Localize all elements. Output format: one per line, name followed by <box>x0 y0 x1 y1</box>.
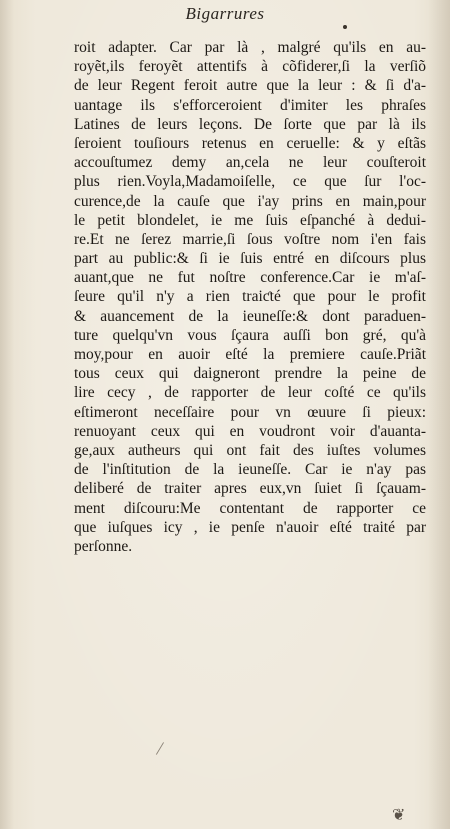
fleuron-ornament-icon: ❦ <box>392 807 406 824</box>
text-line: perſonne. <box>74 537 133 555</box>
text-line: ment diſcouru:Me contentant de rapporter ce <box>74 499 426 517</box>
gutter-shadow <box>0 0 14 829</box>
text-line: renuoyant ceux qui en voudront voir d'auanta- <box>74 422 426 440</box>
text-line: tous ceux qui daigneront prendre la peine de <box>74 365 426 383</box>
text-line: Latines de leurs leçons. De ſorte que par là ils <box>74 115 426 133</box>
page-edge-shadow <box>428 0 450 829</box>
running-head: Bigarrures <box>185 4 265 23</box>
text-line: part au public:& ſi ie ſuis entré en diſcours plus <box>74 250 426 268</box>
text-line: ſeroient touſiours retenus en ceruelle: & y eſtãs <box>74 134 426 152</box>
text-line: ture quelqu'vn vous ſçaura auſſi bon gré, qu'à <box>74 326 426 344</box>
text-line: deliberé de traiter apres eux,vn ſuiet ſi ſçauam- <box>74 480 426 498</box>
text-line: lire cecy , de rapporter de leur coſté ce qu'ils <box>74 384 426 402</box>
ink-slash-mark: / <box>154 737 165 761</box>
text-line: de leur Regent feroit autre que la leur : & ſi d'a- <box>74 77 426 95</box>
text-line: accouſtumez demy an,cela ne leur couſteroit <box>74 154 426 172</box>
text-line: uantage ils s'efforceroient d'imiter les phraſes <box>74 96 426 114</box>
text-line: moy,pour en auoir eſté la premiere cauſe.Priãt <box>74 346 426 363</box>
text-line: ſeure qu'il n'y a rien traiƈté que pour le profit <box>74 288 426 306</box>
text-line: royẽt,ils feroyẽt attentifs à cõfiderer,ſi la verſiõ <box>74 58 426 76</box>
text-line: ge,aux autheurs qui ont fait des iuſtes volumes <box>74 441 426 459</box>
text-line: & auancement de la ieuneſſe:& dont paraduen- <box>74 307 426 325</box>
text-line: roit adapter. Car par là , malgré qu'ils en au- <box>74 39 426 56</box>
text-line: de l'inſtitution de la ieuneſſe. Car ie n'ay pas <box>74 461 426 479</box>
text-line: curence,de la cauſe que i'ay prins en main,pour <box>74 192 426 210</box>
text-line: eſtimeront neceſſaire pour vn œuure ſi pieux: <box>74 403 426 421</box>
text-line: plus rien.Voyla,Madamoiſelle, ce que ſur l'oc- <box>74 173 426 191</box>
ink-dot <box>343 25 347 29</box>
text-line: le petit blondelet, ie me ſuis eſpanché à dedui- <box>74 211 426 229</box>
text-line: que iuſques icy , ie penſe n'auoir eſté traité par <box>74 518 426 536</box>
body-text <box>74 38 426 556</box>
text-line: auant,que ne fut noſtre conference.Car ie m'aſ- <box>74 269 426 287</box>
text-line: re.Et ne ſerez marrie,ſi ſous voſtre nom i'en fais <box>74 230 426 248</box>
